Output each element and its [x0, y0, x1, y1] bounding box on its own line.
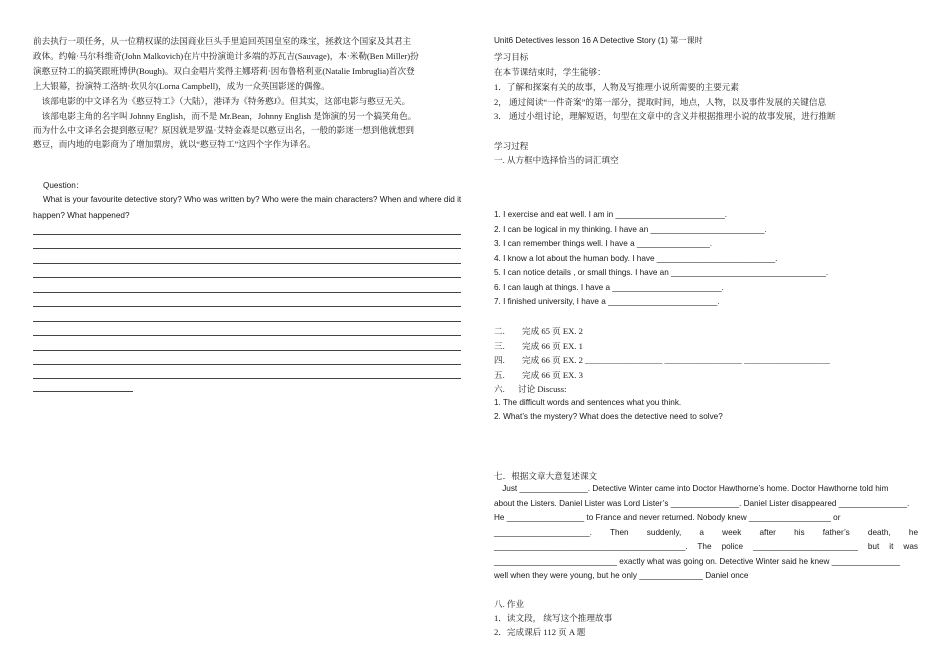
task-number: 四.	[494, 355, 505, 365]
answer-line[interactable]	[33, 248, 461, 249]
fill-sentence[interactable]: 4. I know a lot about the human body. I have __________________________.	[494, 254, 778, 263]
retell-heading: 七．根据文章大意复述课文	[494, 471, 598, 481]
answer-line[interactable]	[33, 378, 461, 379]
process-heading: 学习过程	[494, 141, 529, 151]
question-text: What is your favourite detective story? Who was written by? Who were the main characters? When and where did it happen? What happened?	[33, 195, 462, 220]
answer-line[interactable]	[33, 292, 461, 293]
answer-line[interactable]	[33, 391, 133, 392]
intro-line: 而为什么中文译名会提到憨豆呢？原因就是罗温·艾特金森是以憨豆出名，一般的影迷一想到他就想到	[33, 125, 414, 135]
intro-line: 前去执行一项任务，从一位精权谋的法国商业巨头手里追回英国皇室的珠宝，拯救这个国家及其君主	[33, 36, 412, 46]
intro-line: 演憨豆特工的搞笑跟班博伊(Bough)。双白金唱片奖得主娜塔莉·因布鲁格利亚(Natalie Imbruglia)首次登	[33, 66, 415, 76]
task-number: 二.	[494, 326, 505, 336]
homework-item: 1．读文段， 续写这个推理故事	[494, 613, 613, 623]
answer-line[interactable]	[33, 234, 461, 235]
intro-line: 上大银幕，扮演特工洛纳·坎贝尔(Lorna Campbell)，成为一众英国影迷的偶像。	[33, 81, 330, 91]
discuss-item: 1. The difficult words and sentences what you think.	[494, 398, 682, 407]
intro-line: 政体。约翰·马尔科维奇(John Malkovich)在片中扮演诡计多端的苏瓦吉(Sauvage)，本·米勒(Ben Miller)扮	[33, 51, 419, 61]
goals-intro: 在本节课结束时，学生能够：	[494, 67, 606, 77]
discuss-item: 2. What’s the mystery? What does the detective need to solve?	[494, 412, 723, 421]
task-text[interactable]: 完成 66 页 EX. 2 __________________ __________________ ____________________	[522, 355, 830, 365]
goal-item: 3． 通过小组讨论，理解短语，句型在文章中的含义并根据推理小说的故事发展，进行推断	[494, 111, 836, 121]
fill-sentence[interactable]: 3. I can remember things well. I have a ________________.	[494, 239, 713, 248]
task-number: 三.	[494, 341, 505, 351]
fill-sentence[interactable]: 1. I exercise and eat well. I am in ________________________.	[494, 210, 728, 219]
fill-sentence[interactable]: 2. I can be logical in my thinking. I have an _________________________.	[494, 225, 767, 234]
goals-heading: 学习目标	[494, 52, 529, 62]
discuss-heading: 讨论 Discuss:	[518, 384, 567, 394]
intro-line: 该部电影主角的名字叫 Johnny English，而不是 Mr.Bean，Johnny English 是饰演的另一个搞笑角色。	[33, 111, 417, 121]
homework-heading: 八. 作业	[494, 599, 525, 609]
intro-line: 憨豆，而内地的电影商为了增加票房，就以“憨豆特工”这四个字作为译名。	[33, 139, 316, 149]
homework-item: 2．完成课后 112 页 A 题	[494, 627, 586, 637]
question-label: Question：	[43, 181, 84, 190]
retell-line[interactable]: ___________________________ exactly what was going on. Detective Winter said he knew _______________	[494, 557, 901, 566]
retell-line[interactable]: _____________________. Then suddenly, a week after his father’s death, he	[494, 528, 918, 537]
part1-heading: 一. 从方框中选择恰当的词汇填空	[494, 155, 619, 165]
retell-line[interactable]: He _________________ to France and never returned. Nobody knew __________________ or	[494, 513, 841, 522]
fill-sentence[interactable]: 5. I can notice details , or small things. I have an __________________________________.	[494, 268, 829, 277]
goal-item: 1．了解和探案有关的故事，人物及写推理小说所需要的主要元素	[494, 82, 739, 92]
task-text: 完成 65 页 EX. 2	[522, 326, 583, 336]
answer-line[interactable]	[33, 263, 461, 264]
task-text: 完成 66 页 EX. 3	[522, 370, 583, 380]
answer-line[interactable]	[33, 364, 461, 365]
intro-line: 该部电影的中文译名为《憨豆特工》（大陆），港译为《特务憨J》。但其实，这部电影与憨豆无关。	[33, 96, 411, 106]
discuss-number: 六.	[494, 384, 505, 394]
retell-line[interactable]: __________________________________________. The police _______________________ but it was	[494, 542, 918, 551]
answer-line[interactable]	[33, 350, 461, 351]
answer-line[interactable]	[33, 321, 461, 322]
task-number: 五.	[494, 370, 505, 380]
answer-line[interactable]	[33, 277, 461, 278]
fill-sentence[interactable]: 7. I finished university, I have a ________________________.	[494, 297, 720, 306]
lesson-title: Unit6 Detectives lesson 16 A Detective Story (1) 第一课时	[494, 36, 703, 45]
answer-line[interactable]	[33, 306, 461, 307]
task-text: 完成 66 页 EX. 1	[522, 341, 583, 351]
retell-line[interactable]: about the Listers. Daniel Lister was Lord Lister’s _______________. Daniel Lister disappeared _______________.	[494, 499, 910, 508]
retell-line[interactable]: Just _______________. Detective Winter came into Doctor Hawthorne’s home. Doctor Hawthorne told him	[494, 484, 889, 493]
goal-item: 2， 通过阅读“一件奇案”的第一部分，提取时间，地点，人物，以及事件发展的关键信息	[494, 97, 827, 107]
retell-line[interactable]: well when they were young, but he only ______________ Daniel once	[494, 571, 749, 580]
fill-sentence[interactable]: 6. I can laugh at things. I have a ________________________.	[494, 283, 724, 292]
answer-line[interactable]	[33, 335, 461, 336]
